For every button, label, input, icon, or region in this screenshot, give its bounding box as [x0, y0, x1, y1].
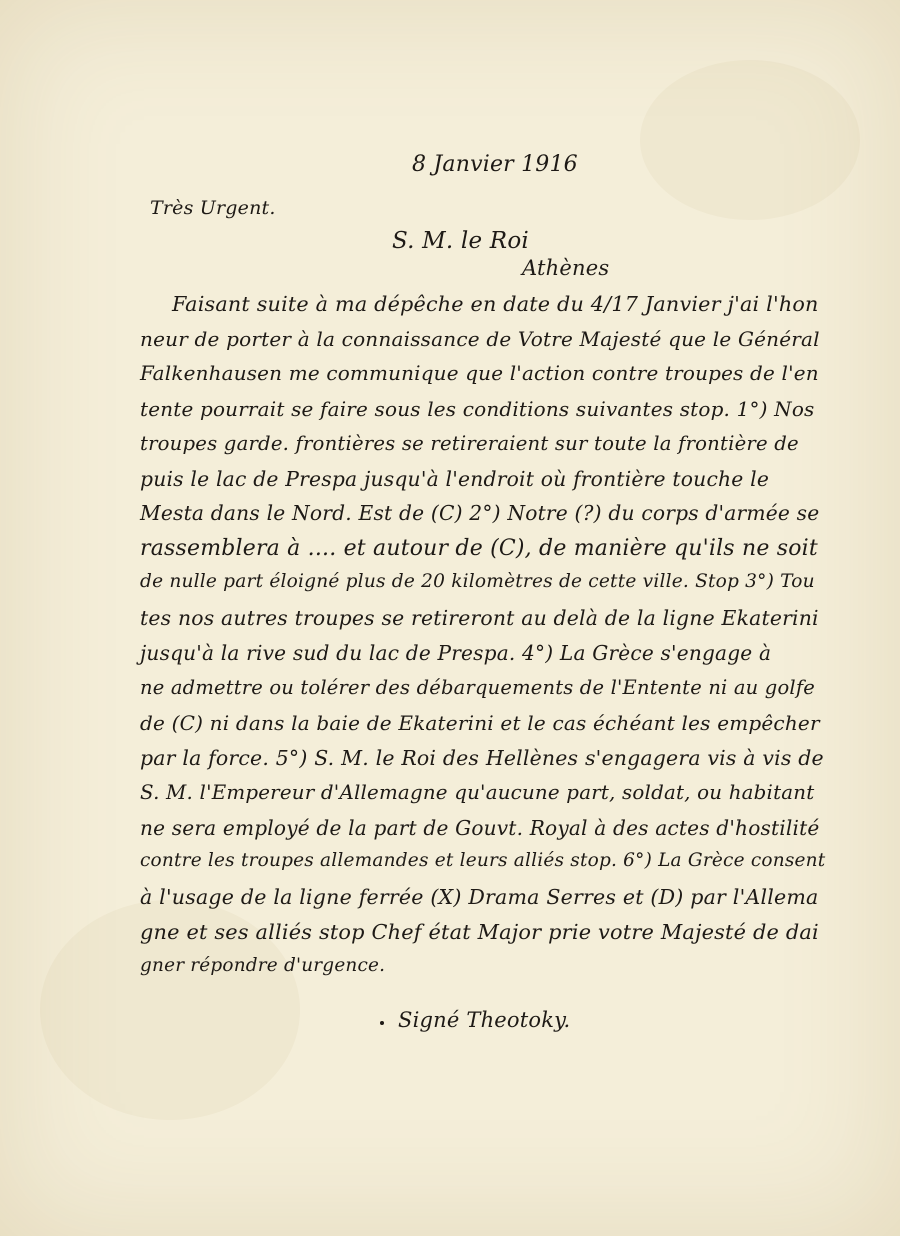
- body-line: par la force. 5°) S. M. le Roi des Hellènes s'engagera vis à vis de: [140, 745, 824, 770]
- body-line: Faisant suite à ma dépêche en date du 4/17 Janvier j'ai l'hon: [172, 292, 819, 316]
- body-line: de nulle part éloigné plus de 20 kilomètres de cette ville. Stop 3°) Tou: [140, 571, 815, 593]
- body-line: contre les troupes allemandes et leurs alliés stop. 6°) La Grèce consent: [140, 850, 826, 872]
- body-line: jusqu'à la rive sud du lac de Prespa. 4°) La Grèce s'engage à: [140, 641, 772, 665]
- body-line: troupes garde. frontières se retireraient sur toute la frontière de: [140, 431, 799, 455]
- body-line: Mesta dans le Nord. Est de (C) 2°) Notre (?) du corps d'armée se: [140, 501, 820, 526]
- body-line: de (C) ni dans la baie de Ekaterini et le cas échéant les empêcher: [140, 710, 820, 735]
- body-line: neur de porter à la connaissance de Votre Majesté que le Général: [140, 326, 820, 351]
- body-line: Falkenhausen me communique que l'action contre troupes de l'en: [140, 361, 819, 385]
- recipient: S. M. le Roi: [392, 228, 529, 254]
- body-line: ne sera employé de la part de Gouvt. Royal à des actes d'hostilité: [140, 815, 820, 840]
- body-line: puis le lac de Prespa jusqu'à l'endroit où frontière touche le: [140, 466, 770, 491]
- paper-stain: [640, 60, 860, 220]
- body-line: à l'usage de la ligne ferrée (X) Drama Serres et (D) par l'Allema: [140, 885, 819, 910]
- signature: Signé Theotoky.: [398, 1008, 571, 1032]
- body-line: tes nos autres troupes se retireront au delà de la ligne Ekaterini: [140, 606, 819, 631]
- body-line: rassemblera à .... et autour de (C), de manière qu'ils ne soit: [140, 536, 818, 562]
- signature-bullet: [380, 1021, 384, 1025]
- recipient-location: Athènes: [522, 256, 610, 280]
- urgency-note: Très Urgent.: [150, 197, 276, 219]
- body-line: gner répondre d'urgence.: [140, 955, 386, 977]
- letter-date: 8 Janvier 1916: [412, 152, 578, 177]
- body-line: tente pourrait se faire sous les conditions suivantes stop. 1°) Nos: [140, 396, 815, 421]
- body-line: ne admettre ou tolérer des débarquements de l'Entente ni au golfe: [140, 675, 815, 699]
- body-line: gne et ses alliés stop Chef état Major prie votre Majesté de dai: [140, 920, 819, 945]
- body-line: S. M. l'Empereur d'Allemagne qu'aucune part, soldat, ou habitant: [140, 780, 815, 804]
